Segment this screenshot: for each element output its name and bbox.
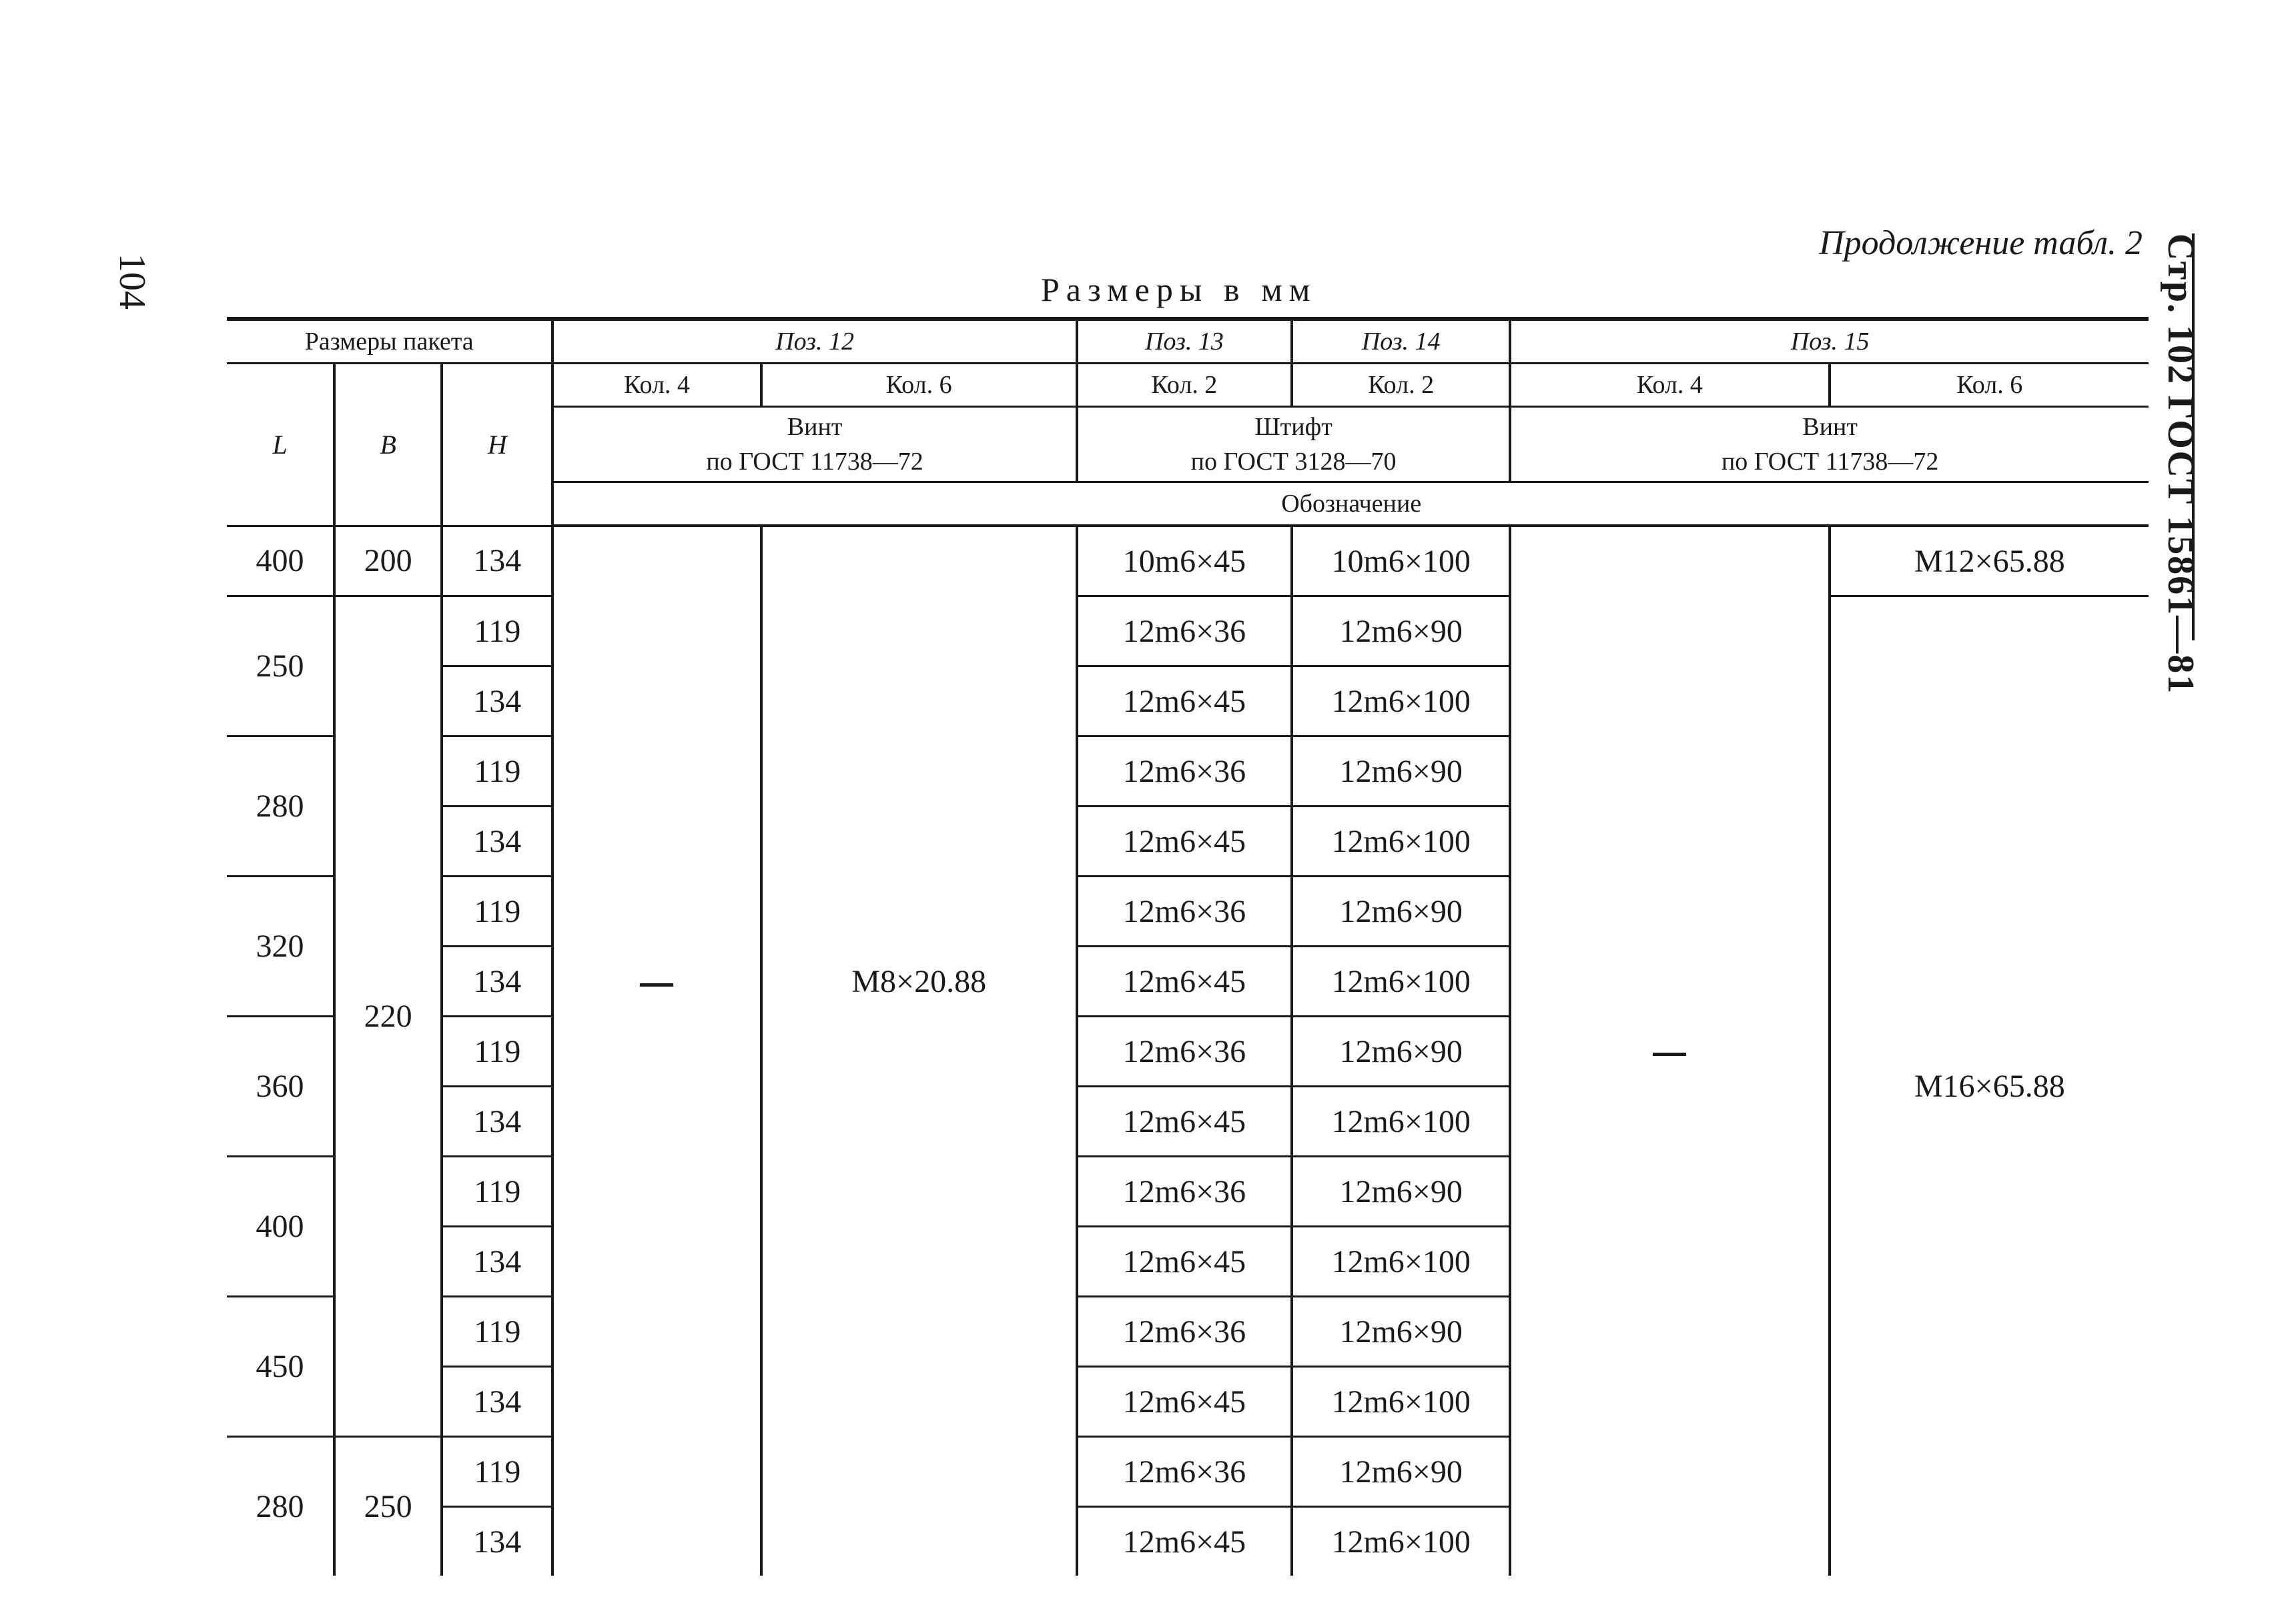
cell-L: 280 — [227, 1437, 334, 1576]
cell-pos14: 12m6×100 — [1292, 1507, 1510, 1576]
screw-a-name: Винт — [787, 413, 843, 441]
cell-pos14: 12m6×90 — [1292, 736, 1510, 807]
cell-L: 280 — [227, 736, 334, 877]
cell-pos14: 12m6×90 — [1292, 1437, 1510, 1507]
units-caption: Размеры в мм — [1041, 271, 1317, 308]
screw-b-header — [1510, 407, 2149, 482]
pin-name: Штифт — [1254, 413, 1332, 441]
col-H-header: H — [442, 364, 552, 526]
cell-pos14: 12m6×90 — [1292, 1157, 1510, 1227]
cell-pos14: 12m6×100 — [1292, 807, 1510, 877]
spec-table — [227, 317, 2149, 1576]
pin-standard: по ГОСТ 3128—70 — [1190, 448, 1397, 476]
cell-pos14: 12m6×100 — [1292, 1087, 1510, 1157]
qty-header: Кол. 6 — [761, 364, 1077, 407]
cell-pos13: 12m6×36 — [1077, 1437, 1292, 1507]
cell-B: 220 — [334, 596, 442, 1437]
dash-mark — [640, 983, 673, 987]
cell-L: 400 — [227, 1157, 334, 1297]
cell-H: 134 — [442, 1507, 552, 1576]
cell-pos13: 12m6×36 — [1077, 1017, 1292, 1087]
cell-pos13: 12m6×45 — [1077, 947, 1292, 1017]
cell-pos13: 12m6×36 — [1077, 736, 1292, 807]
qty-header: Кол. 6 — [1830, 364, 2149, 407]
pos13-header: Поз. 13 — [1077, 319, 1292, 364]
cell-H: 119 — [442, 1297, 552, 1367]
table-continuation: Продолжение табл. 2 — [1819, 224, 2143, 262]
cell-H: 134 — [442, 666, 552, 736]
pin-header — [1077, 407, 1510, 482]
cell-pos14: 12m6×90 — [1292, 1017, 1510, 1087]
cell-H: 119 — [442, 596, 552, 666]
cell-pos14: 12m6×90 — [1292, 596, 1510, 666]
cell-pos12-qty6: M8×20.88 — [761, 526, 1077, 1437]
cell-pos13: 12m6×45 — [1077, 807, 1292, 877]
cell-H: 134 — [442, 1087, 552, 1157]
cell-B: 200 — [334, 526, 442, 596]
qty-header: Кол. 4 — [552, 364, 761, 407]
screw-a-header — [552, 407, 1076, 482]
cell-H: 134 — [442, 947, 552, 1017]
cell-pos13: 12m6×45 — [1077, 1367, 1292, 1437]
col-L-header: L — [227, 364, 334, 526]
cell-H: 119 — [442, 877, 552, 947]
cell-pos13: 12m6×36 — [1077, 596, 1292, 666]
cell-pos13: 12m6×36 — [1077, 877, 1292, 947]
cell-pos14: 12m6×90 — [1292, 1297, 1510, 1367]
cell-H: 134 — [442, 1227, 552, 1297]
cell-H: 119 — [442, 1157, 552, 1227]
cell-pos13: 12m6×45 — [1077, 666, 1292, 736]
cell-pos14: 12m6×100 — [1292, 1367, 1510, 1437]
cell-pos12-qty4-cont — [552, 1437, 761, 1576]
dash-mark — [1653, 1053, 1686, 1056]
cell-pos13: 12m6×36 — [1077, 1157, 1292, 1227]
cell-pos12-qty6-cont — [761, 1437, 1077, 1576]
cell-pos13: 12m6×45 — [1077, 1087, 1292, 1157]
cell-pos14: 10m6×100 — [1292, 526, 1510, 596]
cell-L: 360 — [227, 1017, 334, 1157]
cell-pos15-qty6: M16×65.88 — [1914, 1069, 2065, 1104]
cell-pos14: 12m6×100 — [1292, 1227, 1510, 1297]
cell-L: 250 — [227, 596, 334, 736]
cell-L: 400 — [227, 526, 334, 596]
pos15-header: Поз. 15 — [1510, 319, 2149, 364]
cell-H: 119 — [442, 1437, 552, 1507]
qty-header: Кол. 2 — [1077, 364, 1292, 407]
page-number: 104 — [111, 253, 153, 310]
designation-header: Обозначение — [552, 482, 2149, 526]
screw-b-standard: по ГОСТ 11738—72 — [1721, 448, 1939, 476]
cell-H: 134 — [442, 1367, 552, 1437]
cell-H: 134 — [442, 807, 552, 877]
screw-a-standard: по ГОСТ 11738—72 — [706, 448, 923, 476]
cell-L: 450 — [227, 1297, 334, 1437]
cell-H: 134 — [442, 526, 552, 596]
packet-dims-header: Размеры пакета — [227, 319, 552, 364]
side-header: Стр. 102 ГОСТ 15861—81 — [2160, 233, 2201, 695]
cell-B: 250 — [334, 1437, 442, 1576]
pos14-header: Поз. 14 — [1292, 319, 1510, 364]
cell-pos13: 12m6×45 — [1077, 1227, 1292, 1297]
qty-header: Кол. 2 — [1292, 364, 1510, 407]
cell-H: 119 — [442, 736, 552, 807]
cell-pos13: 12m6×45 — [1077, 1507, 1292, 1576]
pos12-header: Поз. 12 — [552, 319, 1076, 364]
cell-L: 320 — [227, 877, 334, 1017]
cell-H: 119 — [442, 1017, 552, 1087]
cell-pos15-qty4 — [1510, 526, 1829, 1576]
cell-pos14: 12m6×100 — [1292, 947, 1510, 1017]
cell-pos15-qty6: M12×65.88 — [1830, 526, 2149, 596]
col-B-header: B — [334, 364, 442, 526]
cell-pos14: 12m6×90 — [1292, 877, 1510, 947]
cell-pos13: 10m6×45 — [1077, 526, 1292, 596]
screw-b-name: Винт — [1802, 413, 1858, 441]
qty-header: Кол. 4 — [1510, 364, 1829, 407]
cell-pos14: 12m6×100 — [1292, 666, 1510, 736]
cell-pos12-qty4 — [552, 526, 761, 1437]
cell-pos13: 12m6×36 — [1077, 1297, 1292, 1367]
